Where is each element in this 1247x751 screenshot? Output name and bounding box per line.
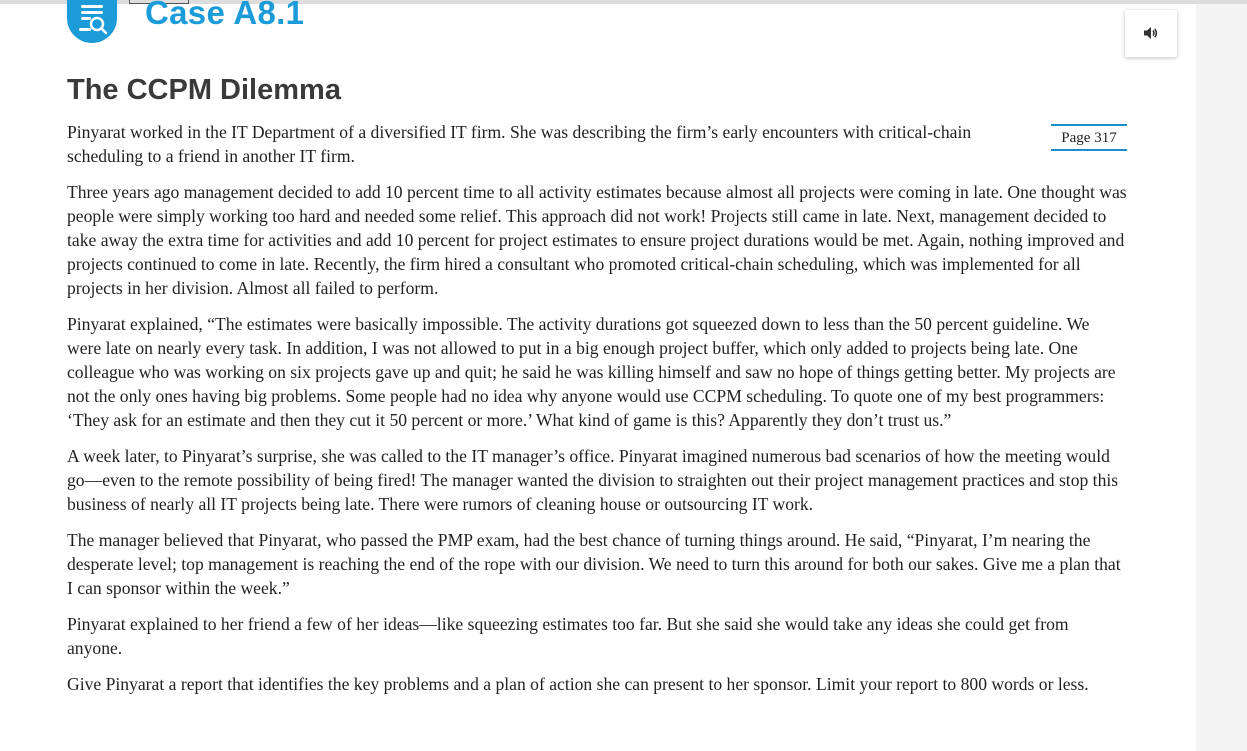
paragraph: A week later, to Pinyarat’s surprise, she was called to the IT manager’s office. Pinyarat imagined numerous bad scenarios of how the meeting would go—even to the remote possibility of being fired! The manager wanted the division to straighten out their project management practices and stop this business of nearly all IT projects being late. There were rumors of cleaning house or outsourcing IT work. bbox=[67, 446, 1119, 514]
paragraph: Pinyarat explained, “The estimates were basically impossible. The activity durations got squeezed down to less than the 50 percent guideline. We were late on nearly every task. In addition, I was not allowed to put in a big enough project buffer, which only added to projects being late. One colleague who was working on six projects gave up and quit; he said he was killing himself and saw no hope of things getting better. My projects are not the only ones having big problems. Some people had no idea why anyone would use CCPM scheduling. To quote one of my best programmers: ‘They ask for an estimate and then they cut it 50 percent or more.’ What kind of game is this? Apparently they don’t trust us.” bbox=[67, 314, 1116, 430]
page-number-marker: Page 317 bbox=[1051, 124, 1127, 151]
side-margin bbox=[1196, 4, 1247, 751]
paragraph: Give Pinyarat a report that identifies the key problems and a plan of action she can present to her sponsor. Limit your report to 800 words or less. bbox=[67, 674, 1089, 694]
case-heading: The CCPM Dilemma bbox=[67, 74, 341, 106]
paragraph: The manager believed that Pinyarat, who passed the PMP exam, had the best chance of turning things around. He said, “Pinyarat, I’m nearing the desperate level; top management is reaching the end of the rope with our division. We need to turn this around for both our sakes. Give me a plan that I can sponsor within the week.” bbox=[67, 530, 1121, 598]
paragraph: Three years ago management decided to add 10 percent time to all activity estimates because almost all projects were coming in late. One thought was people were simply working too hard and needed some relief. This approach did not work! Projects still came in late. Next, management decided to take away the extra time for activities and add 10 percent for project estimates to ensure project durations would be met. Again, nothing improved and projects continued to come in late. Recently, the firm hired a consultant who promoted critical-chain scheduling, which was implemented for all projects in her division. Almost all failed to perform. bbox=[67, 182, 1127, 298]
case-title: Case A8.1 bbox=[145, 0, 305, 31]
paragraph: Pinyarat explained to her friend a few of her ideas—like squeezing estimates too far. But she said she would take any ideas she could get from anyone. bbox=[67, 614, 1069, 658]
case-body bbox=[67, 120, 1127, 708]
case-search-icon bbox=[67, 0, 117, 43]
paragraph: Pinyarat worked in the IT Department of a diversified IT firm. She was describing the firm’s early encounters with critical-chain scheduling to a friend in another IT firm. bbox=[67, 122, 972, 166]
speaker-icon bbox=[1143, 26, 1159, 40]
read-aloud-button[interactable] bbox=[1125, 10, 1177, 57]
